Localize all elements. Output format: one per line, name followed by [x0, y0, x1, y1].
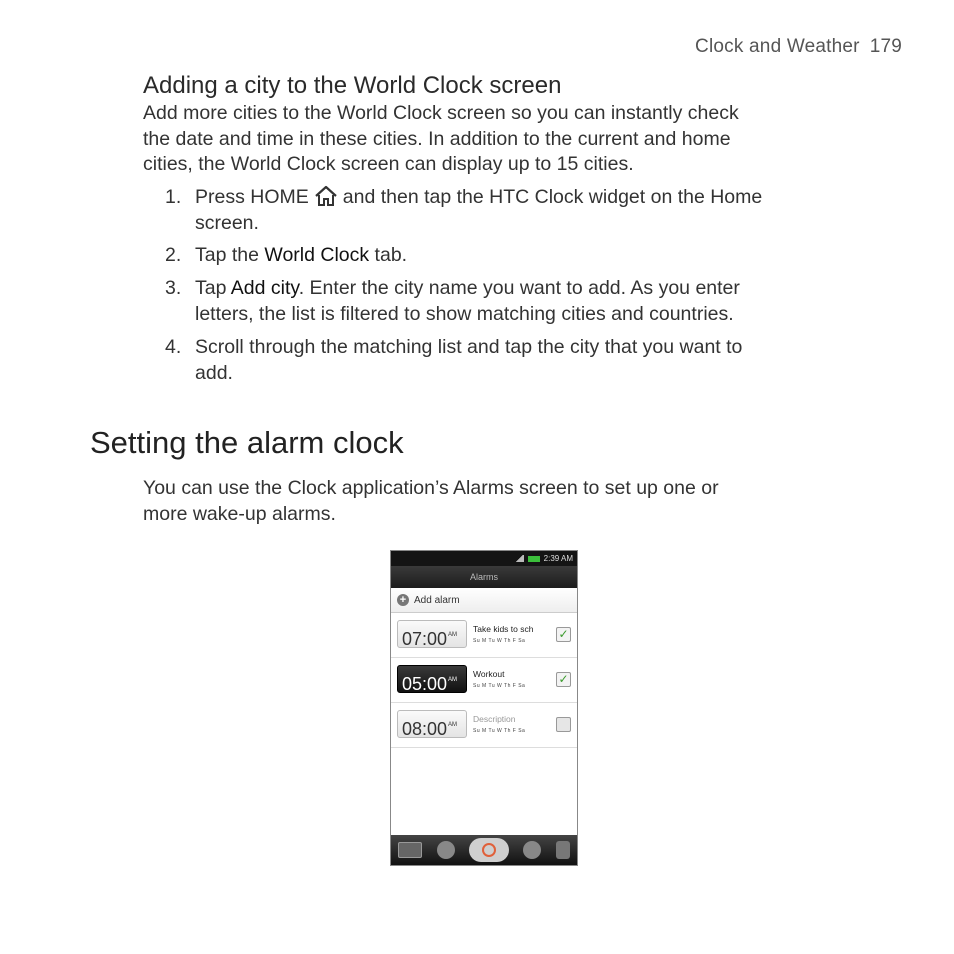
home-icon	[313, 185, 339, 207]
world-clock-heading: Adding a city to the World Clock screen	[143, 72, 562, 99]
page-number: 179	[869, 36, 902, 57]
alarm-checkbox[interactable]	[556, 717, 571, 732]
step-number: 2.	[165, 244, 182, 266]
status-bar	[391, 551, 577, 566]
alarm-days: Su M Tu W Th F Sa	[473, 728, 526, 734]
signal-icon	[515, 555, 524, 562]
world-clock-tab-icon[interactable]	[437, 841, 455, 859]
alarm-checkbox[interactable]: ✓	[556, 627, 571, 642]
step-number: 4.	[165, 336, 182, 358]
alarm-time: $07:00^{AM}$	[397, 620, 467, 648]
world-clock-intro: Add more cities to the World Clock screen so you can instantly check the date and time in these cities. In addition to the current and home cities, the World Clock screen can display up to 15 cities.	[143, 102, 739, 175]
stopwatch-tab-icon[interactable]	[523, 841, 541, 859]
alarms-tab-icon[interactable]	[469, 838, 509, 862]
battery-icon	[528, 556, 540, 562]
section-name: Clock and Weather	[695, 36, 860, 57]
step-number: 3.	[165, 277, 182, 299]
alarm-checkbox[interactable]: ✓	[556, 672, 571, 687]
alarm-days: Su M Tu W Th F Sa	[473, 638, 526, 644]
running-header	[695, 36, 902, 58]
alarm-description: Workout	[473, 669, 505, 679]
alarm-row[interactable]	[391, 658, 577, 703]
screen-title: Alarms	[391, 566, 577, 588]
plus-icon: +	[397, 594, 409, 606]
alarm-days: Su M Tu W Th F Sa	[473, 683, 526, 689]
alarm-time: $05:00^{AM}$	[397, 665, 467, 693]
alarm-time: $08:00^{AM}$	[397, 710, 467, 738]
step-number: 1.	[165, 186, 182, 208]
add-alarm-label: Add alarm	[414, 594, 460, 606]
alarm-intro: You can use the Clock application’s Alarms screen to set up one or more wake-up alarms.	[143, 477, 719, 525]
alarm-description: Take kids to sch	[473, 624, 534, 634]
add-alarm-button[interactable]	[391, 588, 577, 613]
alarm-row[interactable]	[391, 613, 577, 658]
alarm-heading: Setting the alarm clock	[90, 425, 404, 460]
timer-tab-icon[interactable]	[556, 841, 570, 859]
desk-clock-tab-icon[interactable]	[398, 842, 422, 858]
status-time: 2:39 AM	[543, 554, 573, 563]
ui-term: World Clock	[264, 244, 370, 266]
ui-term: Add city	[230, 277, 299, 299]
clock-tab-bar	[391, 835, 577, 865]
alarm-description: Description	[473, 714, 516, 724]
alarm-row[interactable]	[391, 703, 577, 748]
alarms-screenshot	[390, 550, 578, 866]
